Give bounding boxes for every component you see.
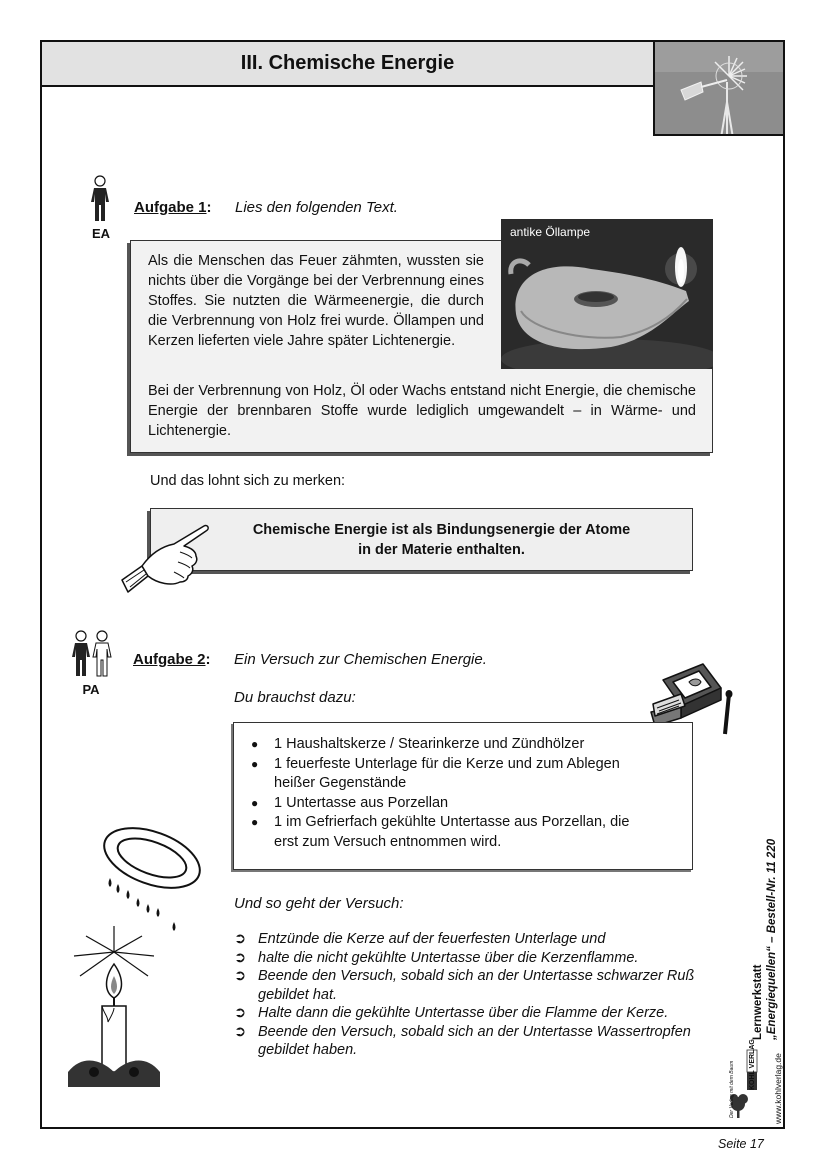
procedure-steps: [234, 930, 724, 1060]
procedure-step: ➲ Beende den Versuch, sobald sich an der Untertasse schwarzer Ruß gebildet hat.: [234, 968, 695, 1003]
reading-paragraph-1: Als die Menschen das Feuer zähmten, wussten sie nichts über die Vorgänge bei der Verbrennung eines Stoffes. Sie nutzten die Wärmeenergie, die durch die Verbrennung von Holz frei wurde. Öllampen und Kerzen lieferten viele Jahre später Lichtenergie.: [148, 253, 484, 349]
person-icon: [86, 175, 114, 228]
worktype-ea: EA: [91, 226, 111, 241]
rule-box: [150, 508, 693, 571]
task2-heading: [133, 651, 211, 669]
burning-candle-icon: [64, 922, 164, 1092]
publisher-url: www.kohlverlag.de: [773, 1053, 783, 1124]
partner-work-icon: [70, 630, 114, 683]
reading-paragraph-2: Bei der Verbrennung von Holz, Öl oder Wachs entstand nicht Energie, die chemische Energie der brennbaren Stoffe wurde lediglich umgewandelt – in Wärme- und Lichtenergie.: [148, 383, 696, 439]
kohl-verlag-logo: [729, 1039, 759, 1125]
procedure-heading: Und so geht der Versuch:: [234, 895, 404, 912]
procedure-step: ➲ Entzünde die Kerze auf der feuerfesten Unterlage und: [234, 931, 606, 947]
memo-intro: Und das lohnt sich zu merken:: [150, 473, 346, 489]
logo-tagline: Der Verlag mit dem Baum: [729, 1060, 735, 1118]
material-item: ● 1 Haushaltskerze / Stearinkerze und Zündhölzer: [234, 735, 692, 755]
photo-caption: antike Öllampe: [510, 225, 591, 239]
procedure-step: ➲ Halte dann die gekühlte Untertasse über die Flamme der Kerze.: [234, 1005, 669, 1021]
task2-colon: :: [205, 651, 211, 668]
procedure-step: ➲ Beende den Versuch, sobald sich an der Untertasse Wassertropfen gebildet haben.: [234, 1023, 691, 1058]
step-arrow-icon: ➲: [234, 968, 247, 984]
page-number: Seite 17: [718, 1137, 764, 1151]
book-and-order-number: „Energiequellen“ – Bestell-Nr. 11 220: [766, 838, 778, 1040]
task1-instruction: Lies den folgenden Text.: [235, 199, 398, 216]
procedure-step: ➲ halte die nicht gekühlte Untertasse über die Kerzenflamme.: [234, 949, 639, 966]
worktype-pa: PA: [82, 682, 100, 697]
task1-label: Aufgabe 1: [134, 199, 207, 216]
rule-line-2: in der Materie enthalten.: [358, 541, 525, 558]
logo-text: KOHL VERLAG: [749, 1039, 756, 1090]
materials-box: [233, 722, 693, 870]
material-item: ● 1 Untertasse aus Porzellan: [234, 794, 692, 814]
pointing-hand-icon: [112, 518, 212, 615]
series-label: Lernwerkstatt: [752, 964, 764, 1040]
oil-lamp-photo: [501, 219, 713, 369]
page-title: III. Chemische Energie: [40, 40, 655, 87]
step-arrow-icon: ➲: [234, 1005, 247, 1021]
rule-line-1: Chemische Energie ist als Bindungsenergie der Atome: [252, 521, 631, 538]
step-arrow-icon: ➲: [234, 949, 247, 966]
saucer-with-drops-icon: [92, 818, 212, 938]
task1-colon: :: [206, 199, 212, 216]
task2-instruction: Ein Versuch zur Chemischen Energie.: [234, 651, 487, 668]
task1-heading: [134, 199, 212, 217]
step-arrow-icon: ➲: [234, 1023, 247, 1040]
task2-label: Aufgabe 2: [133, 651, 206, 668]
windmill-photo: [653, 40, 785, 136]
step-arrow-icon: ➲: [234, 931, 247, 947]
materials-heading: Du brauchst dazu:: [234, 689, 356, 706]
material-item: ● 1 im Gefrierfach gekühlte Untertasse aus Porzellan, die erst zum Versuch entnommen wird.: [234, 813, 692, 852]
materials-list: [234, 723, 692, 852]
material-item: ● 1 feuerfeste Unterlage für die Kerze und zum Ablegen heißer Gegenstände: [234, 755, 692, 794]
